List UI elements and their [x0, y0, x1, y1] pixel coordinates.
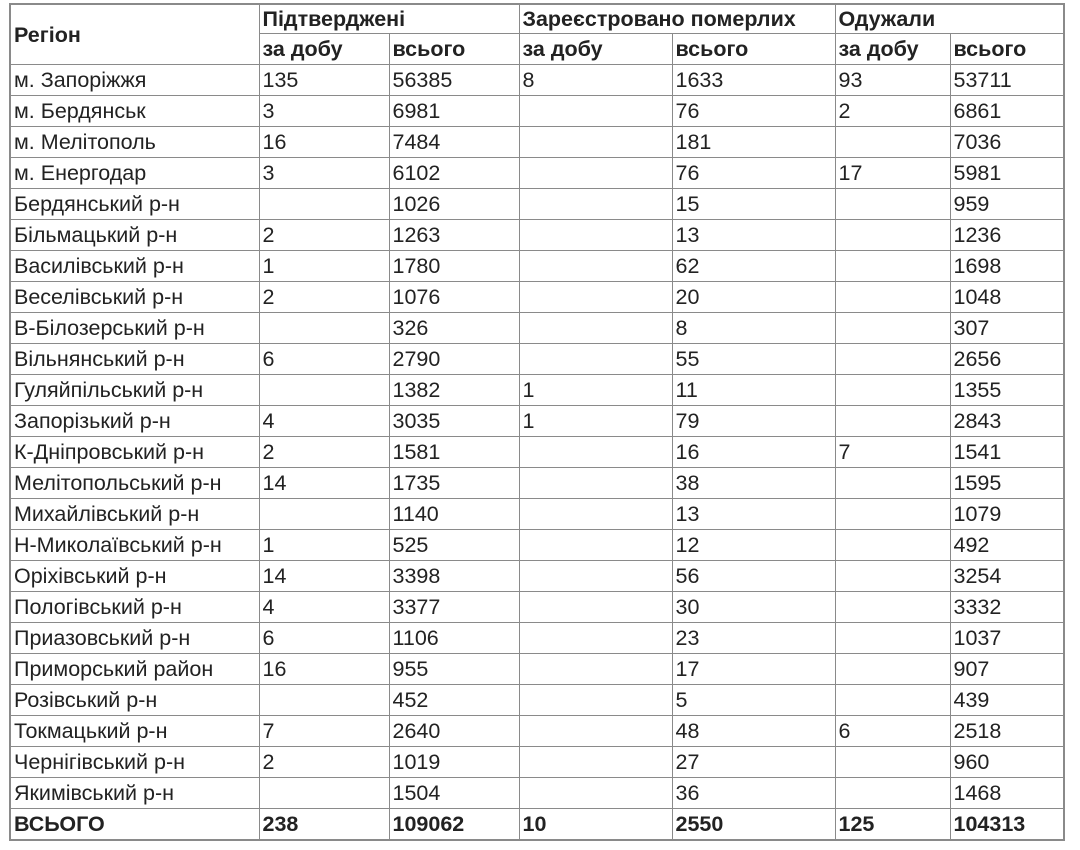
- deaths-daily-cell: [519, 282, 672, 313]
- recovered-daily-cell: 17: [835, 158, 950, 189]
- deaths-group-header: Зареєстровано померлих: [519, 4, 835, 34]
- confirmed-daily-cell: 7: [259, 716, 389, 747]
- total-deaths-total: 2550: [672, 809, 835, 841]
- deaths-total-cell: 23: [672, 623, 835, 654]
- region-column-header: Регіон: [10, 4, 259, 65]
- total-row: [10, 809, 1064, 841]
- confirmed-daily-cell: [259, 499, 389, 530]
- confirmed-daily-cell: 3: [259, 158, 389, 189]
- recovered-total-cell: 1595: [950, 468, 1064, 499]
- deaths-daily-cell: 8: [519, 65, 672, 96]
- deaths-daily-cell: [519, 592, 672, 623]
- confirmed-total-cell: 1504: [389, 778, 519, 809]
- recovered-total-cell: 7036: [950, 127, 1064, 158]
- deaths-total-cell: 5: [672, 685, 835, 716]
- total-confirmed-total: 109062: [389, 809, 519, 841]
- region-name-cell: Бердянський р-н: [10, 189, 259, 220]
- covid-stats-table: [9, 3, 1065, 841]
- recovered-total-cell: 2843: [950, 406, 1064, 437]
- region-name-cell: Більмацький р-н: [10, 220, 259, 251]
- deaths-daily-cell: [519, 468, 672, 499]
- deaths-daily-cell: [519, 561, 672, 592]
- confirmed-total-cell: 1026: [389, 189, 519, 220]
- recovered-total-cell: 1048: [950, 282, 1064, 313]
- recovered-total-cell: 3332: [950, 592, 1064, 623]
- table-row: [10, 189, 1064, 220]
- recovered-daily-cell: [835, 468, 950, 499]
- deaths-daily-cell: [519, 654, 672, 685]
- confirmed-daily-cell: 6: [259, 623, 389, 654]
- confirmed-daily-cell: 1: [259, 530, 389, 561]
- confirmed-daily-cell: 2: [259, 747, 389, 778]
- deaths-total-cell: 8: [672, 313, 835, 344]
- recovered-daily-cell: [835, 282, 950, 313]
- recovered-total-cell: 53711: [950, 65, 1064, 96]
- confirmed-total-cell: 3398: [389, 561, 519, 592]
- confirmed-total-cell: 1106: [389, 623, 519, 654]
- total-recovered-daily: 125: [835, 809, 950, 841]
- recovered-total-header: всього: [950, 34, 1064, 65]
- recovered-daily-cell: [835, 778, 950, 809]
- table-row: [10, 96, 1064, 127]
- recovered-daily-cell: [835, 251, 950, 282]
- confirmed-daily-cell: 16: [259, 654, 389, 685]
- deaths-total-cell: 11: [672, 375, 835, 406]
- confirmed-total-cell: 525: [389, 530, 519, 561]
- table-body: [10, 65, 1064, 809]
- deaths-total-cell: 36: [672, 778, 835, 809]
- recovered-daily-cell: [835, 530, 950, 561]
- region-name-cell: м. Запоріжжя: [10, 65, 259, 96]
- recovered-daily-cell: [835, 747, 950, 778]
- deaths-daily-cell: [519, 716, 672, 747]
- confirmed-group-header: Підтверджені: [259, 4, 519, 34]
- confirmed-total-cell: 1140: [389, 499, 519, 530]
- recovered-total-cell: 1698: [950, 251, 1064, 282]
- total-confirmed-daily: 238: [259, 809, 389, 841]
- recovered-daily-cell: [835, 623, 950, 654]
- deaths-daily-header: за добу: [519, 34, 672, 65]
- confirmed-daily-header: за добу: [259, 34, 389, 65]
- recovered-total-cell: 307: [950, 313, 1064, 344]
- region-name-cell: м. Бердянськ: [10, 96, 259, 127]
- deaths-daily-cell: [519, 220, 672, 251]
- recovered-daily-cell: [835, 561, 950, 592]
- recovered-total-cell: 1037: [950, 623, 1064, 654]
- deaths-total-cell: 16: [672, 437, 835, 468]
- deaths-daily-cell: [519, 685, 672, 716]
- header-row-groups: [10, 4, 1064, 34]
- deaths-total-cell: 20: [672, 282, 835, 313]
- deaths-daily-cell: [519, 96, 672, 127]
- total-label: ВСЬОГО: [10, 809, 259, 841]
- region-name-cell: Гуляйпільський р-н: [10, 375, 259, 406]
- deaths-daily-cell: 1: [519, 406, 672, 437]
- deaths-total-cell: 13: [672, 220, 835, 251]
- deaths-daily-cell: [519, 344, 672, 375]
- recovered-daily-cell: [835, 220, 950, 251]
- deaths-total-cell: 27: [672, 747, 835, 778]
- region-name-cell: Н-Миколаївський р-н: [10, 530, 259, 561]
- confirmed-total-cell: 1735: [389, 468, 519, 499]
- region-name-cell: Розівський р-н: [10, 685, 259, 716]
- region-name-cell: Токмацький р-н: [10, 716, 259, 747]
- region-name-cell: Пологівський р-н: [10, 592, 259, 623]
- table-row: [10, 685, 1064, 716]
- deaths-daily-cell: [519, 437, 672, 468]
- recovered-daily-cell: [835, 499, 950, 530]
- deaths-daily-cell: 1: [519, 375, 672, 406]
- total-deaths-daily: 10: [519, 809, 672, 841]
- region-name-cell: Запорізький р-н: [10, 406, 259, 437]
- recovered-total-cell: 960: [950, 747, 1064, 778]
- table-row: [10, 747, 1064, 778]
- recovered-total-cell: 1079: [950, 499, 1064, 530]
- table-row: [10, 313, 1064, 344]
- table-row: [10, 158, 1064, 189]
- table-row: [10, 220, 1064, 251]
- region-name-cell: м. Мелітополь: [10, 127, 259, 158]
- confirmed-daily-cell: 2: [259, 437, 389, 468]
- confirmed-daily-cell: [259, 375, 389, 406]
- deaths-daily-cell: [519, 189, 672, 220]
- deaths-daily-cell: [519, 127, 672, 158]
- table-row: [10, 344, 1064, 375]
- table-row: [10, 530, 1064, 561]
- deaths-total-cell: 30: [672, 592, 835, 623]
- confirmed-total-cell: 1263: [389, 220, 519, 251]
- region-name-cell: м. Енергодар: [10, 158, 259, 189]
- confirmed-total-cell: 452: [389, 685, 519, 716]
- recovered-daily-cell: 7: [835, 437, 950, 468]
- deaths-total-cell: 17: [672, 654, 835, 685]
- confirmed-total-cell: 6102: [389, 158, 519, 189]
- table-row: [10, 561, 1064, 592]
- recovered-total-cell: 1468: [950, 778, 1064, 809]
- total-recovered-total: 104313: [950, 809, 1064, 841]
- recovered-daily-cell: [835, 189, 950, 220]
- deaths-daily-cell: [519, 623, 672, 654]
- confirmed-total-cell: 7484: [389, 127, 519, 158]
- confirmed-total-cell: 1581: [389, 437, 519, 468]
- confirmed-total-header: всього: [389, 34, 519, 65]
- recovered-daily-cell: [835, 592, 950, 623]
- deaths-total-cell: 13: [672, 499, 835, 530]
- confirmed-total-cell: 56385: [389, 65, 519, 96]
- table-row: [10, 127, 1064, 158]
- region-name-cell: Веселівський р-н: [10, 282, 259, 313]
- recovered-daily-cell: 6: [835, 716, 950, 747]
- confirmed-daily-cell: 2: [259, 282, 389, 313]
- recovered-total-cell: 5981: [950, 158, 1064, 189]
- deaths-daily-cell: [519, 158, 672, 189]
- recovered-total-cell: 492: [950, 530, 1064, 561]
- recovered-total-cell: 1541: [950, 437, 1064, 468]
- deaths-total-cell: 15: [672, 189, 835, 220]
- deaths-total-cell: 38: [672, 468, 835, 499]
- deaths-daily-cell: [519, 251, 672, 282]
- confirmed-total-cell: 6981: [389, 96, 519, 127]
- confirmed-daily-cell: 6: [259, 344, 389, 375]
- deaths-total-cell: 1633: [672, 65, 835, 96]
- confirmed-daily-cell: [259, 189, 389, 220]
- deaths-daily-cell: [519, 778, 672, 809]
- deaths-total-cell: 181: [672, 127, 835, 158]
- confirmed-total-cell: 3035: [389, 406, 519, 437]
- region-name-cell: Приморський район: [10, 654, 259, 685]
- recovered-total-cell: 2656: [950, 344, 1064, 375]
- deaths-daily-cell: [519, 530, 672, 561]
- recovered-daily-cell: [835, 344, 950, 375]
- recovered-total-cell: 1355: [950, 375, 1064, 406]
- confirmed-total-cell: 2640: [389, 716, 519, 747]
- recovered-total-cell: 439: [950, 685, 1064, 716]
- confirmed-daily-cell: 1: [259, 251, 389, 282]
- table-row: [10, 623, 1064, 654]
- table-row: [10, 65, 1064, 96]
- region-name-cell: Оріхівський р-н: [10, 561, 259, 592]
- confirmed-daily-cell: 2: [259, 220, 389, 251]
- deaths-total-cell: 76: [672, 158, 835, 189]
- table-row: [10, 282, 1064, 313]
- confirmed-total-cell: 1382: [389, 375, 519, 406]
- table-row: [10, 716, 1064, 747]
- recovered-total-cell: 907: [950, 654, 1064, 685]
- confirmed-daily-cell: 16: [259, 127, 389, 158]
- table-row: [10, 592, 1064, 623]
- recovered-total-cell: 1236: [950, 220, 1064, 251]
- region-name-cell: Вільнянський р-н: [10, 344, 259, 375]
- confirmed-daily-cell: 14: [259, 561, 389, 592]
- confirmed-total-cell: 955: [389, 654, 519, 685]
- confirmed-total-cell: 2790: [389, 344, 519, 375]
- recovered-group-header: Одужали: [835, 4, 1064, 34]
- region-name-cell: В-Білозерський р-н: [10, 313, 259, 344]
- deaths-daily-cell: [519, 747, 672, 778]
- recovered-daily-cell: [835, 406, 950, 437]
- table-row: [10, 499, 1064, 530]
- table-row: [10, 468, 1064, 499]
- recovered-daily-cell: [835, 313, 950, 344]
- table-row: [10, 778, 1064, 809]
- confirmed-daily-cell: 3: [259, 96, 389, 127]
- recovered-daily-cell: [835, 375, 950, 406]
- confirmed-total-cell: 326: [389, 313, 519, 344]
- region-name-cell: Василівський р-н: [10, 251, 259, 282]
- region-name-cell: Мелітопольський р-н: [10, 468, 259, 499]
- table-row: [10, 251, 1064, 282]
- recovered-total-cell: 6861: [950, 96, 1064, 127]
- confirmed-daily-cell: [259, 685, 389, 716]
- deaths-daily-cell: [519, 313, 672, 344]
- confirmed-total-cell: 1780: [389, 251, 519, 282]
- recovered-daily-cell: [835, 685, 950, 716]
- recovered-daily-cell: [835, 654, 950, 685]
- confirmed-total-cell: 1076: [389, 282, 519, 313]
- confirmed-daily-cell: [259, 778, 389, 809]
- confirmed-daily-cell: 4: [259, 406, 389, 437]
- recovered-daily-cell: 2: [835, 96, 950, 127]
- recovered-total-cell: 3254: [950, 561, 1064, 592]
- deaths-total-cell: 12: [672, 530, 835, 561]
- table-row: [10, 654, 1064, 685]
- region-name-cell: К-Дніпровський р-н: [10, 437, 259, 468]
- confirmed-daily-cell: [259, 313, 389, 344]
- recovered-total-cell: 2518: [950, 716, 1064, 747]
- region-name-cell: Михайлівський р-н: [10, 499, 259, 530]
- deaths-total-cell: 79: [672, 406, 835, 437]
- table-row: [10, 406, 1064, 437]
- deaths-total-cell: 48: [672, 716, 835, 747]
- deaths-total-header: всього: [672, 34, 835, 65]
- deaths-daily-cell: [519, 499, 672, 530]
- deaths-total-cell: 76: [672, 96, 835, 127]
- confirmed-total-cell: 1019: [389, 747, 519, 778]
- table-row: [10, 375, 1064, 406]
- region-name-cell: Приазовський р-н: [10, 623, 259, 654]
- confirmed-daily-cell: 14: [259, 468, 389, 499]
- region-name-cell: Чернігівський р-н: [10, 747, 259, 778]
- recovered-total-cell: 959: [950, 189, 1064, 220]
- deaths-total-cell: 56: [672, 561, 835, 592]
- region-name-cell: Якимівський р-н: [10, 778, 259, 809]
- deaths-total-cell: 62: [672, 251, 835, 282]
- table-row: [10, 437, 1064, 468]
- deaths-total-cell: 55: [672, 344, 835, 375]
- confirmed-daily-cell: 135: [259, 65, 389, 96]
- recovered-daily-cell: [835, 127, 950, 158]
- confirmed-daily-cell: 4: [259, 592, 389, 623]
- recovered-daily-header: за добу: [835, 34, 950, 65]
- confirmed-total-cell: 3377: [389, 592, 519, 623]
- recovered-daily-cell: 93: [835, 65, 950, 96]
